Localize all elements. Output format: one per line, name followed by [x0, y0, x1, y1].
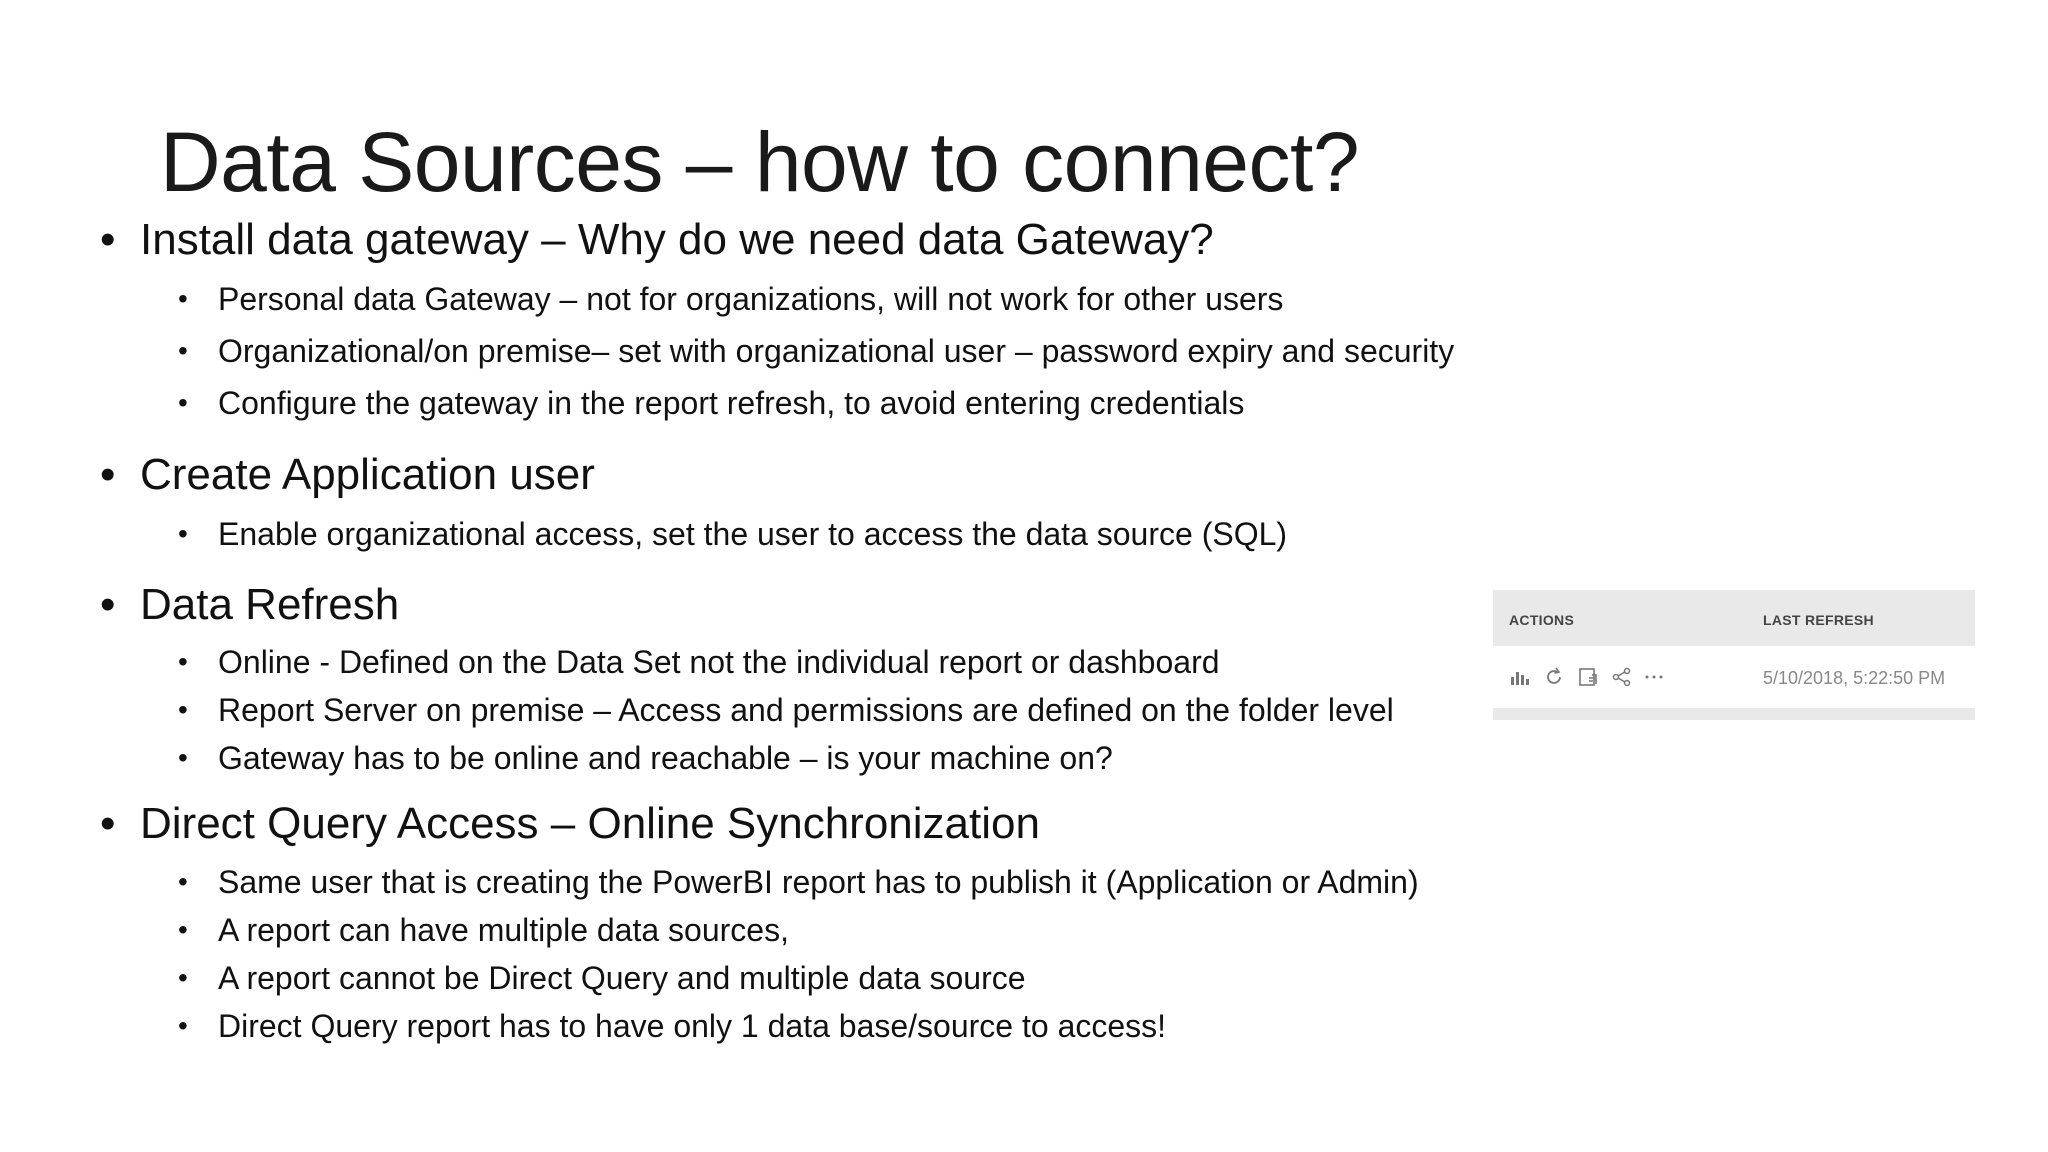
section-heading-text: Create Application user: [140, 450, 595, 499]
share-icon[interactable]: [1611, 666, 1633, 688]
bullet-dot: •: [178, 866, 188, 897]
schedule-refresh-icon[interactable]: [1577, 666, 1599, 688]
more-icon[interactable]: [1643, 666, 1665, 688]
last-refresh-value: 5/10/2018, 5:22:50 PM: [1763, 668, 1946, 688]
slide-title: Data Sources – how to connect?: [160, 115, 1360, 209]
bullet-dot: •: [178, 1010, 188, 1041]
bullet-dot: •: [100, 215, 116, 264]
list-item-text: Enable organizational access, set the user to access the data source (SQL): [218, 516, 1288, 552]
section-heading-text: Direct Query Access – Online Synchronization: [140, 799, 1040, 848]
section-heading-text: Install data gateway – Why do we need data Gateway?: [140, 215, 1214, 264]
last-refresh-column-header: LAST REFRESH: [1763, 612, 1874, 628]
bullet-dot: •: [178, 694, 188, 725]
list-item-text: Personal data Gateway – not for organizations, will not work for other users: [218, 281, 1284, 317]
bullet-dot: •: [100, 450, 116, 499]
actions-column-header: ACTIONS: [1509, 612, 1575, 628]
list-item-text: Report Server on premise – Access and permissions are defined on the folder level: [218, 692, 1394, 728]
list-item-text: Direct Query report has to have only 1 data base/source to access!: [218, 1008, 1167, 1044]
list-item-text: A report cannot be Direct Query and multiple data source: [218, 960, 1026, 996]
bullet-dot: •: [100, 580, 116, 629]
bullet-dot: •: [178, 962, 188, 993]
refresh-icon[interactable]: [1543, 666, 1565, 688]
list-item-text: Configure the gateway in the report refresh, to avoid entering credentials: [218, 385, 1245, 421]
bullet-dot: •: [178, 646, 188, 677]
dataset-row: [1493, 646, 1975, 708]
list-item-text: Same user that is creating the PowerBI report has to publish it (Application or Admin): [218, 864, 1419, 900]
bullet-dot: •: [178, 914, 188, 945]
bullet-dot: •: [178, 387, 188, 418]
section-heading-text: Data Refresh: [140, 580, 400, 629]
bullet-dot: •: [178, 283, 188, 314]
bullet-dot: •: [178, 742, 188, 773]
panel-footer: [1493, 708, 1975, 720]
bullet-dot: •: [100, 799, 116, 848]
dataset-actions-panel: [1493, 590, 1975, 720]
panel-header: [1493, 590, 1975, 646]
bullet-dot: •: [178, 518, 188, 549]
list-item-text: Organizational/on premise– set with organizational user – password expiry and security: [218, 333, 1455, 369]
bullet-dot: •: [178, 335, 188, 366]
list-item-text: A report can have multiple data sources,: [218, 912, 789, 948]
list-item-text: Online - Defined on the Data Set not the individual report or dashboard: [218, 644, 1220, 680]
bar-chart-icon[interactable]: [1509, 666, 1531, 688]
list-item-text: Gateway has to be online and reachable – is your machine on?: [218, 740, 1113, 776]
